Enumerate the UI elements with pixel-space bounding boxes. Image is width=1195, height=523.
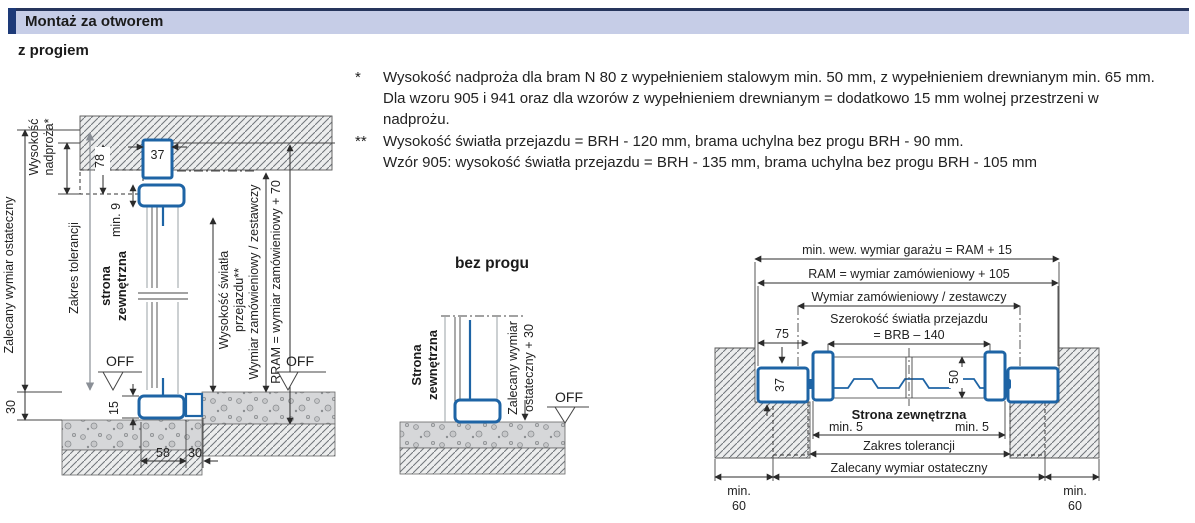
level-marker-icon bbox=[555, 407, 575, 423]
lintel-height-label-1: Wysokość bbox=[27, 118, 41, 176]
middle-diagram-title: bez progu bbox=[454, 255, 530, 272]
zalecany-label: Zalecany wymiar ostateczny bbox=[2, 196, 16, 354]
dim-zakres bbox=[67, 133, 90, 390]
swiatlo-label-2: przejazdu** bbox=[232, 268, 246, 332]
off-marker bbox=[547, 389, 589, 423]
zakres-label: Zakres tolerancji bbox=[863, 439, 955, 453]
page-title: Montaż za otworem bbox=[25, 13, 164, 30]
clear-width-label-1: Szerokość światła przejazdu bbox=[830, 312, 988, 326]
dim-min9 bbox=[109, 185, 133, 237]
dim-zalecany-30 bbox=[506, 321, 536, 420]
wymiar-zam-label: Wymiar zamówieniowy / zestawczy bbox=[247, 184, 261, 380]
strona-label-2: zewnętrzna bbox=[425, 329, 440, 401]
dim-50-label: 50 bbox=[947, 370, 961, 384]
footnote-2-line1: Wysokość światła przejazdu = BRH - 120 mm, brama uchylna bez progu BRH - 90 mm. bbox=[383, 133, 964, 150]
off-right-label: OFF bbox=[286, 353, 314, 369]
dim-clear-width bbox=[828, 312, 990, 354]
rram-label: RRAM = wymiar zamówieniowy + 70 bbox=[269, 180, 283, 384]
bottom-profile bbox=[455, 400, 500, 422]
threshold-profile bbox=[139, 396, 184, 418]
ground bbox=[400, 422, 565, 474]
subsection-title: z progiem bbox=[18, 42, 89, 59]
dim-75-label: 75 bbox=[775, 327, 789, 341]
dim-15-label: 15 bbox=[107, 401, 121, 415]
header-accent-block bbox=[8, 8, 16, 34]
footnote-1 bbox=[355, 67, 1165, 130]
strona-label-2: zewnętrzna bbox=[114, 250, 129, 322]
footnote-2-text bbox=[383, 131, 1165, 173]
min60-left-label-1: min. bbox=[727, 484, 751, 498]
label-strona-zewnetrzna bbox=[98, 250, 129, 321]
section-header bbox=[8, 8, 1189, 34]
frame-connector-right bbox=[1004, 379, 1011, 389]
zalecany-label: Zalecany wymiar ostateczny bbox=[830, 461, 988, 475]
frame-connector-left bbox=[807, 379, 814, 389]
zalecany-label-2: ostateczny + 30 bbox=[522, 324, 536, 412]
lintel-hatch bbox=[80, 116, 332, 194]
door-panel-plan bbox=[807, 348, 1011, 406]
guide-profile-left bbox=[813, 352, 833, 400]
off-marker-left bbox=[98, 353, 142, 390]
dim-37-label: 37 bbox=[773, 378, 787, 392]
dim-30-left-label: 30 bbox=[4, 400, 18, 414]
min60-right-label-2: 60 bbox=[1068, 499, 1082, 513]
exterior-apron bbox=[62, 420, 202, 475]
footnote-2-line2: Wzór 905: wysokość światła przejazdu = BRH - 135 mm, brama uchylna bez progu BRH - 105 mm bbox=[383, 154, 1038, 171]
dim-swiatlo bbox=[213, 218, 246, 392]
dim-wymiar-zam bbox=[247, 173, 266, 392]
dim-min60-right bbox=[1045, 459, 1099, 513]
frame-head-profile bbox=[139, 185, 184, 206]
footnote-2 bbox=[355, 131, 1165, 173]
clear-width-label-2: = BRB – 140 bbox=[873, 328, 945, 342]
threshold-channel bbox=[186, 394, 202, 416]
min9-label: min. 9 bbox=[109, 202, 123, 238]
min60-right-label-1: min. bbox=[1063, 484, 1087, 498]
guide-profile-right bbox=[985, 352, 1005, 400]
strona-label-1: strona bbox=[98, 266, 113, 306]
label-strona-zewnetrzna bbox=[409, 329, 440, 400]
min5-right-label: min. 5 bbox=[954, 420, 990, 434]
dim-78-label: 78 bbox=[93, 154, 107, 168]
dim-58-label: 58 bbox=[156, 446, 170, 460]
dim-30-bottom-label: 30 bbox=[188, 446, 202, 460]
ram-label: RAM = wymiar zamówieniowy + 105 bbox=[808, 267, 1010, 281]
dim-78 bbox=[93, 145, 110, 194]
middle-section-diagram bbox=[385, 242, 620, 487]
off-left-label: OFF bbox=[106, 353, 134, 369]
swiatlo-label-1: Wysokość światła bbox=[217, 250, 231, 350]
strona-zewnetrzna-label: Strona zewnętrzna bbox=[851, 407, 967, 422]
zakres-label: Zakres tolerancji bbox=[67, 222, 81, 314]
footnote-1-marker: * bbox=[355, 69, 361, 86]
left-section-diagram bbox=[0, 90, 345, 523]
garage-width-label: min. wew. wymiar garażu = RAM + 15 bbox=[802, 243, 1012, 257]
footnotes bbox=[355, 67, 1165, 174]
footnote-2-marker: ** bbox=[355, 133, 367, 150]
wymiar-zam-label: Wymiar zamówieniowy / zestawczy bbox=[811, 290, 1007, 304]
off-marker-right bbox=[277, 353, 326, 390]
footnote-1-text: Wysokość nadproża dla bram N 80 z wypełnieniem stalowym min. 50 mm, z wypełnieniem drewnianym min. 65 mm. Dla wzoru 905 i 941 oraz dla wzorów z wypełnieniem drewnianym = dodatkowo 15 mm wolnej przestrzeni w nadprożu. bbox=[383, 69, 1155, 128]
dim-75 bbox=[758, 327, 808, 363]
off-label: OFF bbox=[555, 389, 583, 405]
dim-37-label: 37 bbox=[150, 148, 165, 162]
right-plan-diagram bbox=[688, 240, 1148, 523]
zalecany-label-1: Zalecany wymiar bbox=[506, 321, 520, 415]
min60-left-label-2: 60 bbox=[732, 499, 746, 513]
lintel-height-label-2: nadproża* bbox=[42, 118, 56, 176]
garage-floor bbox=[202, 392, 335, 456]
level-marker-icon bbox=[103, 372, 123, 390]
header-bar bbox=[8, 11, 1189, 34]
dim-zakres bbox=[810, 439, 1010, 454]
dim-zalecany bbox=[773, 455, 1045, 481]
door-frame-section bbox=[136, 140, 202, 418]
dim-min60-left bbox=[715, 459, 773, 513]
frame-box-right bbox=[1008, 368, 1058, 402]
min5-left-label: min. 5 bbox=[828, 420, 864, 434]
strona-label-1: Strona bbox=[409, 344, 424, 386]
